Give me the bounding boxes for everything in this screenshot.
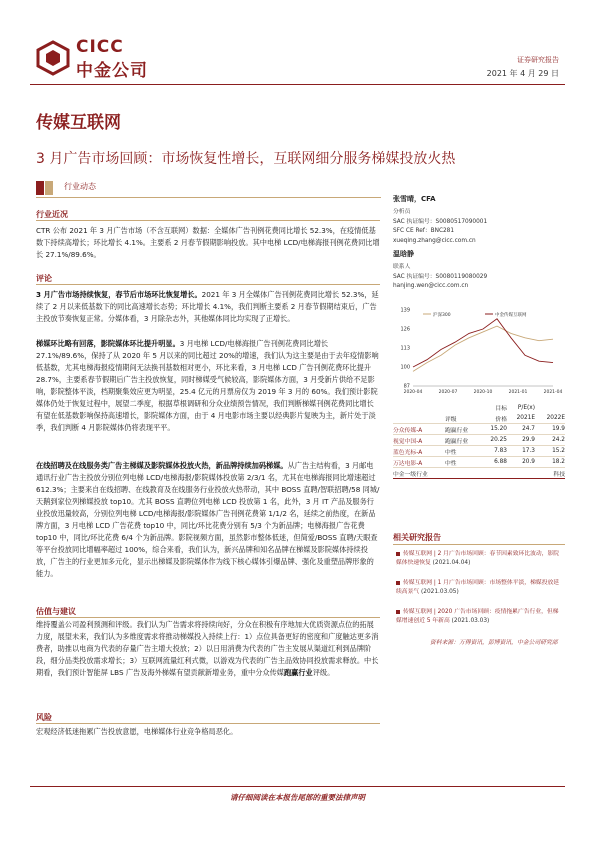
table-header: 目标	[495, 406, 507, 412]
legal-notice: 请仔细阅读在本报告尾部的重要法律声明	[230, 793, 365, 802]
table-cell: 17.3	[522, 448, 535, 454]
tag-divider	[36, 197, 381, 198]
related-report-item[interactable]	[396, 608, 564, 626]
series-line	[413, 326, 553, 371]
risk-text: 宏观经济低迷拖累广告投放意愿，电梯媒体行业竞争格局恶化。	[36, 727, 238, 736]
table-cell: 7.83	[494, 448, 507, 454]
author-sac: SAC 执证编号：S0080517090001	[393, 218, 488, 225]
related-report-item[interactable]	[396, 579, 564, 597]
table-header: 2022E	[546, 415, 565, 421]
y-tick-label: 113	[400, 345, 410, 352]
overview-divider	[36, 220, 380, 221]
related-report-link[interactable]: 传媒互联网 | 2 月广告市场回顾：春节因素致环比波动，影院媒体快速恢复	[396, 551, 560, 566]
overview-text: CTR 公布 2021 年 3 月广告市场（不含互联网）数据：全媒体广告刊例花费同比增长 52.3%，在疫情低基数下持续高增长；环比增长 4.1%。主要系 2 月春节假期影响投放。其中电梯 LCD/电梯海报刊例花费同比增长 27.1%/89.6%。	[36, 226, 380, 259]
series-line	[413, 319, 553, 367]
author-sac: SAC 执证编号：S0080119080029	[393, 273, 488, 280]
rating-paragraph	[36, 619, 380, 679]
x-tick-label: 2020-04	[403, 390, 423, 395]
table-cell: 20.25	[490, 437, 507, 443]
comment-p2-body: 3 月电梯 LCD/电梯海报广告刊例花费同比增长 27.1%/89.6%，保持了从 2020 年 5 月以来的同比超过 20%的增速，我们认为这主要是由于去年疫情影响低基数，尤其电梯海报疫情期间无法换刊基数相对更小，环比来看，3 月电梯 LCD 广告刊例花费环比提升 28.7%，主要系春节假期后广告主投放恢复，同时梯媒受气候较高，影院媒体方面，3 月受新片供给不足影响，影院整体平淡，档期聚集效应更为明显，25.4 亿元的月票房仅为 2019 年 3 月的 60%。我们预计影院媒体仍处于恢复过程中，展望二季度，根据草根调研和分众业绩预告情况，我们判断梯媒刊例花费同比增长有望在低基数影响保持高速增长，影院媒体方面，由于 4 月电影市场主要以经典影片复映为主，新片处于淡季，我们判断 4 月影院媒体仍将表现平平。	[36, 339, 379, 432]
y-tick-label: 100	[400, 364, 410, 371]
author-email: xueqing.zhang@cicc.com.cn	[393, 237, 476, 244]
table-cell: 中性	[445, 449, 457, 456]
related-report-date: (2021.03.03)	[451, 618, 490, 624]
bullet-icon	[396, 581, 400, 585]
header-divider	[30, 84, 565, 85]
report-date: 2021 年 4 月 29 日	[486, 69, 559, 78]
legend-label: 沪深300	[433, 313, 451, 318]
author-block-2	[393, 249, 565, 292]
table-cell: 24.2	[552, 437, 565, 443]
table-header: 价格	[495, 416, 507, 423]
industry-title: 传媒互联网	[36, 113, 121, 133]
footer-divider	[30, 786, 565, 787]
comment-title: 评论	[36, 274, 52, 283]
table-cell: 蓝色光标-A	[393, 449, 423, 456]
related-report-date: (2021.04.04)	[432, 560, 471, 566]
logo-text-cn: 中金公司	[76, 61, 148, 81]
comment-divider	[36, 284, 380, 285]
table-cell: 分众传媒-A	[393, 427, 423, 434]
coverage-table	[393, 402, 565, 479]
author-email: hanjing.wen@cicc.com.cn	[393, 283, 469, 289]
table-cell: 20.9	[522, 459, 535, 465]
performance-chart	[393, 302, 565, 402]
table-row	[393, 424, 565, 435]
table-cell: 6.88	[494, 459, 507, 465]
bullet-icon	[396, 610, 400, 614]
table-header-row-2	[393, 413, 565, 424]
report-headline: 3 月广告市场回顾：市场恢复性增长，互联网细分服务梯媒投放火热	[36, 151, 456, 167]
author-block-1	[393, 194, 565, 246]
x-tick-label: 2021-04	[543, 390, 563, 395]
report-tag: 行业动态	[64, 182, 96, 191]
author-name: 张雪晴，CFA	[393, 195, 436, 203]
table-cell: 19.9	[552, 426, 565, 432]
comment-p2-lead: 梯媒环比略有回落，影院媒体环比提升明显。	[36, 339, 180, 348]
table-footer-left: 中金一级行业	[393, 471, 428, 478]
rating-body: 维持覆盖公司盈利预测和评级。我们认为广告需求将持续向好，分众在积极有序地加大优质资源点位的拓展力度，展望未来，我们认为多维度需求将推动梯媒投入持续上行：1）点位具备更好的密度和广度触达更多消费者，助推以电商为代表的存量广告主增大投放；2）以日用消费为代表的广告主发展从渠道红利到品牌阶段，细分品类投放需求增长；3）互联网流量红利式微，以游戏为代表的广告主品效协同投放需求释放。中长期看，我们预计智能屏 LBS 广告及海外梯媒有望贡献新增业务，重中分众传媒	[36, 620, 379, 677]
table-footer-right: 科技	[553, 471, 565, 478]
comment-paragraph-1	[36, 289, 380, 325]
table-cell: 29.9	[522, 437, 535, 443]
source-note: 资料来源：万得资讯，彭博资讯，中金公司研究部	[430, 640, 558, 646]
table-cell: 跑赢行业	[445, 427, 469, 434]
y-tick-label: 87	[403, 383, 410, 390]
table-cell: 24.7	[522, 426, 535, 432]
table-cell: 15.2	[552, 448, 565, 454]
x-tick-label: 2020-07	[438, 390, 458, 395]
author-role: 分析员	[393, 209, 411, 215]
rating-title: 估值与建议	[36, 607, 76, 616]
legend-label: 中金传媒互联网	[495, 313, 527, 318]
table-row	[393, 446, 565, 457]
table-cell: 中性	[445, 460, 457, 467]
related-report-date: (2021.03.05)	[421, 589, 459, 595]
table-header-row-1	[393, 402, 565, 413]
report-type: 证券研究报告	[517, 56, 559, 64]
logo-text-en: CICC	[76, 37, 124, 57]
x-tick-label: 2021-01	[508, 390, 528, 395]
table-row	[393, 435, 565, 446]
comment-paragraph-3	[36, 460, 380, 580]
rating-highlight: 跑赢行业	[283, 668, 313, 677]
table-header: 评级	[445, 416, 457, 423]
table-row	[393, 457, 565, 468]
overview-title: 行业近况	[36, 210, 68, 219]
risk-divider	[36, 723, 380, 724]
table-cell: 视觉中国-A	[393, 438, 423, 445]
table-header: 2021E	[516, 415, 535, 421]
comment-p3-lead: 在线招聘及在线服务类广告主梯媒及影院媒体投放火热，新品牌持续加码梯媒。	[36, 461, 288, 470]
comment-paragraph-2	[36, 338, 380, 434]
related-report-link[interactable]: 传媒互联网 | 2020 广告市场回顾：疫情拖累广告行业，但梯媒增速创近 5 年新高	[396, 609, 559, 624]
related-report-item[interactable]	[396, 550, 564, 568]
risk-title: 风险	[36, 713, 52, 722]
author-sfc: SFC CE Ref：BNC281	[393, 228, 455, 234]
table-header: P/E(x)	[517, 404, 535, 411]
table-cell: 18.2	[552, 459, 565, 465]
table-cell: 万达电影-A	[393, 460, 423, 467]
author-name: 温晗静	[393, 250, 414, 258]
table-cell: 15.20	[490, 426, 507, 432]
rating-divider	[36, 617, 380, 618]
comment-p3-body: 从广告主结构看，3 月邮电通讯行业广告主投放分别位列电梯 LCD/电梯海报/影院媒体投放第 2/3/1 名，尤其在电梯海报同比增速超过 612.3%；主要来自在线招聘、在线教育及在线服务行业投放火热带动，其中 BOSS 直聘/智联招聘/58 同城/天鹅到家位列梯媒投放 top10。尤其 BOSS 直聘位列电梯 LCD 投放第 1 名，此外，3 月 IT 产品及服务行业投放迅量较高，分别位列电梯 LCD/电梯海报/影院媒体广告刊例花费第 1/1/2 名，延续之前热度，在新品牌方面，3 月电梯 LCD 广告花费 top10 中，同比/环比花费分别有 5/3 个为新品牌；电梯海报广告花费 top10 中，同比/环比花费 6/4 个为新品牌。影院视频方面，虽然影市整体低迷，但简爱/BOSS 直聘/天眼查等平台投放同比增幅率超过 100%，综合来看，我们认为，新兴品牌和知名品牌在梯媒及影院媒体持续投放，广告主的行业更加多元化，显示出梯媒及影院媒体作为线下核心媒体引爆品牌、强化及重塑品牌形象的能力。	[36, 461, 380, 578]
table-footer-row	[393, 468, 565, 479]
related-reports-title: 相关研究报告	[393, 533, 441, 542]
author-role: 联系人	[393, 264, 411, 270]
comment-p1-body: 2021 年 3 月全媒体广告刊例花费同比增长 52.3%，延续了 2 月以来低基数下的同比高速增长态势；环比增长 4.1%，我们判断主要系 2 月春节假期结束后，广告主投放节奏恢复正常。分媒体看，3 月除杂志外，其他媒体同比均实现了正增长。	[36, 290, 379, 323]
related-report-link[interactable]: 传媒互联网 | 1 月广告市场回顾：市场整体平淡，梯媒投放延续高景气	[396, 580, 560, 595]
rating-end: 评级。	[312, 668, 335, 677]
y-tick-label: 139	[400, 307, 410, 314]
x-tick-label: 2020-10	[473, 390, 493, 395]
y-tick-label: 126	[400, 326, 410, 333]
table-cell: 跑赢行业	[445, 438, 469, 445]
bullet-icon	[396, 552, 400, 556]
cicc-logo-icon	[36, 40, 70, 76]
related-divider	[393, 544, 565, 545]
comment-p1-lead: 3 月广告市场持续恢复，春节后市场环比恢复增长。	[36, 290, 202, 299]
